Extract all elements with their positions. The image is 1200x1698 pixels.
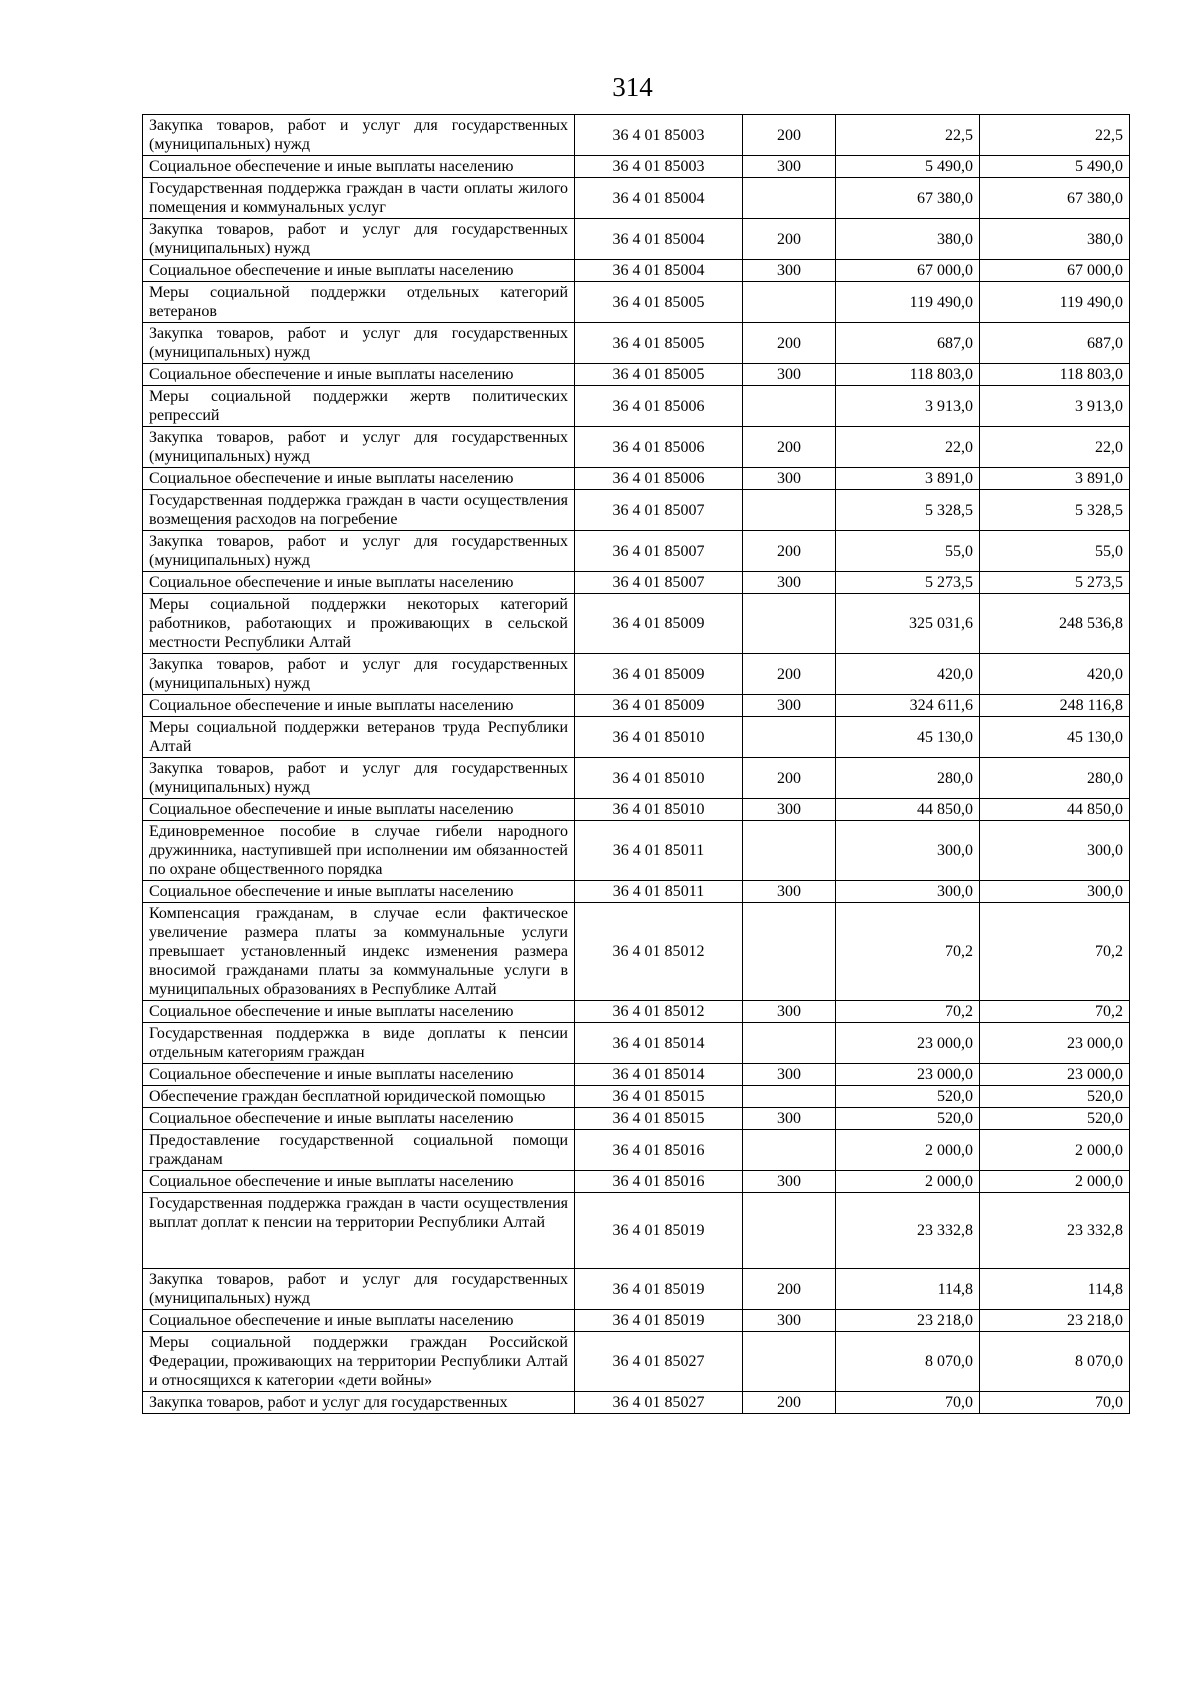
- expense-name-cell: Государственная поддержка граждан в части оплаты жилого помещения и коммунальных услуг: [143, 178, 575, 219]
- amount-year1-cell: 520,0: [836, 1086, 980, 1108]
- amount-year1-cell: 300,0: [836, 881, 980, 903]
- amount-year1-cell: 3 891,0: [836, 468, 980, 490]
- table-row: [143, 1332, 1130, 1392]
- expense-type-cell: [743, 594, 836, 654]
- table-row: [143, 490, 1130, 531]
- expense-type-cell: 200: [743, 1269, 836, 1310]
- expense-name-cell: Социальное обеспечение и иные выплаты населению: [143, 695, 575, 717]
- table-row: [143, 219, 1130, 260]
- expense-type-cell: 300: [743, 799, 836, 821]
- expense-name-cell: Единовременное пособие в случае гибели народного дружинника, наступившей при исполнении им обязанностей по охране общественного порядка: [143, 821, 575, 881]
- amount-year2-cell: 67 380,0: [980, 178, 1130, 219]
- table-row: [143, 1171, 1130, 1193]
- expense-type-cell: [743, 1332, 836, 1392]
- table-row: [143, 115, 1130, 156]
- amount-year2-cell: 45 130,0: [980, 717, 1130, 758]
- amount-year1-cell: 55,0: [836, 531, 980, 572]
- amount-year2-cell: 23 218,0: [980, 1310, 1130, 1332]
- expense-name-cell: Социальное обеспечение и иные выплаты населению: [143, 1064, 575, 1086]
- target-code-cell: 36 4 01 85006: [575, 386, 743, 427]
- target-code-cell: 36 4 01 85004: [575, 178, 743, 219]
- table-row: [143, 717, 1130, 758]
- expense-name-cell: Закупка товаров, работ и услуг для государственных: [143, 1392, 575, 1414]
- table-row: [143, 1023, 1130, 1064]
- expense-name-cell: Меры социальной поддержки жертв политических репрессий: [143, 386, 575, 427]
- expense-type-cell: [743, 178, 836, 219]
- expense-type-cell: [743, 1023, 836, 1064]
- amount-year2-cell: 8 070,0: [980, 1332, 1130, 1392]
- target-code-cell: 36 4 01 85010: [575, 717, 743, 758]
- target-code-cell: 36 4 01 85007: [575, 531, 743, 572]
- target-code-cell: 36 4 01 85010: [575, 758, 743, 799]
- amount-year2-cell: 280,0: [980, 758, 1130, 799]
- amount-year2-cell: 22,0: [980, 427, 1130, 468]
- target-code-cell: 36 4 01 85007: [575, 572, 743, 594]
- amount-year2-cell: 520,0: [980, 1086, 1130, 1108]
- expense-type-cell: [743, 903, 836, 1001]
- expense-name-cell: Государственная поддержка граждан в части осуществления выплат доплат к пенсии на территории Республики Алтай: [143, 1193, 575, 1269]
- target-code-cell: 36 4 01 85014: [575, 1064, 743, 1086]
- target-code-cell: 36 4 01 85015: [575, 1086, 743, 1108]
- expense-name-cell: Закупка товаров, работ и услуг для государственных (муниципальных) нужд: [143, 758, 575, 799]
- table-row: [143, 427, 1130, 468]
- expense-type-cell: 300: [743, 1310, 836, 1332]
- table-row: [143, 881, 1130, 903]
- table-row: [143, 1193, 1130, 1269]
- amount-year2-cell: 380,0: [980, 219, 1130, 260]
- amount-year1-cell: 5 490,0: [836, 156, 980, 178]
- amount-year2-cell: 520,0: [980, 1108, 1130, 1130]
- expense-type-cell: [743, 282, 836, 323]
- target-code-cell: 36 4 01 85003: [575, 115, 743, 156]
- expense-type-cell: 300: [743, 1064, 836, 1086]
- amount-year1-cell: 380,0: [836, 219, 980, 260]
- table-row: [143, 1001, 1130, 1023]
- table-row: [143, 531, 1130, 572]
- expense-name-cell: Социальное обеспечение и иные выплаты населению: [143, 364, 575, 386]
- amount-year2-cell: 420,0: [980, 654, 1130, 695]
- target-code-cell: 36 4 01 85005: [575, 282, 743, 323]
- amount-year2-cell: 5 490,0: [980, 156, 1130, 178]
- expense-type-cell: [743, 717, 836, 758]
- amount-year1-cell: 70,0: [836, 1392, 980, 1414]
- target-code-cell: 36 4 01 85007: [575, 490, 743, 531]
- table-row: [143, 695, 1130, 717]
- expense-type-cell: [743, 1086, 836, 1108]
- amount-year1-cell: 23 332,8: [836, 1193, 980, 1269]
- expense-name-cell: Социальное обеспечение и иные выплаты населению: [143, 1171, 575, 1193]
- expense-name-cell: Социальное обеспечение и иные выплаты населению: [143, 260, 575, 282]
- table-row: [143, 1086, 1130, 1108]
- amount-year2-cell: 2 000,0: [980, 1171, 1130, 1193]
- amount-year2-cell: 5 273,5: [980, 572, 1130, 594]
- amount-year2-cell: 114,8: [980, 1269, 1130, 1310]
- expense-name-cell: Социальное обеспечение и иные выплаты населению: [143, 1001, 575, 1023]
- amount-year2-cell: 119 490,0: [980, 282, 1130, 323]
- amount-year1-cell: 70,2: [836, 1001, 980, 1023]
- expense-name-cell: Социальное обеспечение и иные выплаты населению: [143, 1310, 575, 1332]
- budget-table-body: [143, 115, 1130, 1414]
- table-row: [143, 1108, 1130, 1130]
- amount-year2-cell: 300,0: [980, 881, 1130, 903]
- table-row: [143, 572, 1130, 594]
- amount-year1-cell: 22,0: [836, 427, 980, 468]
- amount-year1-cell: 119 490,0: [836, 282, 980, 323]
- table-row: [143, 323, 1130, 364]
- amount-year1-cell: 2 000,0: [836, 1171, 980, 1193]
- expense-type-cell: [743, 386, 836, 427]
- amount-year1-cell: 23 218,0: [836, 1310, 980, 1332]
- expense-name-cell: Социальное обеспечение и иные выплаты населению: [143, 799, 575, 821]
- expense-type-cell: 200: [743, 1392, 836, 1414]
- target-code-cell: 36 4 01 85027: [575, 1392, 743, 1414]
- amount-year2-cell: 2 000,0: [980, 1130, 1130, 1171]
- expense-name-cell: Закупка товаров, работ и услуг для государственных (муниципальных) нужд: [143, 531, 575, 572]
- amount-year1-cell: 687,0: [836, 323, 980, 364]
- table-row: [143, 1130, 1130, 1171]
- amount-year1-cell: 520,0: [836, 1108, 980, 1130]
- target-code-cell: 36 4 01 85014: [575, 1023, 743, 1064]
- table-row: [143, 1269, 1130, 1310]
- expense-name-cell: Обеспечение граждан бесплатной юридической помощью: [143, 1086, 575, 1108]
- target-code-cell: 36 4 01 85003: [575, 156, 743, 178]
- amount-year2-cell: 44 850,0: [980, 799, 1130, 821]
- table-row: [143, 364, 1130, 386]
- expense-type-cell: [743, 1130, 836, 1171]
- amount-year2-cell: 300,0: [980, 821, 1130, 881]
- expense-type-cell: 300: [743, 1108, 836, 1130]
- target-code-cell: 36 4 01 85009: [575, 695, 743, 717]
- expense-name-cell: Социальное обеспечение и иные выплаты населению: [143, 468, 575, 490]
- amount-year1-cell: 280,0: [836, 758, 980, 799]
- table-row: [143, 654, 1130, 695]
- target-code-cell: 36 4 01 85009: [575, 654, 743, 695]
- expense-type-cell: 300: [743, 468, 836, 490]
- target-code-cell: 36 4 01 85006: [575, 427, 743, 468]
- expense-type-cell: 300: [743, 260, 836, 282]
- amount-year1-cell: 23 000,0: [836, 1023, 980, 1064]
- amount-year1-cell: 22,5: [836, 115, 980, 156]
- expense-name-cell: Государственная поддержка в виде доплаты к пенсии отдельным категориям граждан: [143, 1023, 575, 1064]
- expense-type-cell: 300: [743, 156, 836, 178]
- target-code-cell: 36 4 01 85011: [575, 821, 743, 881]
- amount-year1-cell: 118 803,0: [836, 364, 980, 386]
- expense-type-cell: 200: [743, 115, 836, 156]
- amount-year2-cell: 55,0: [980, 531, 1130, 572]
- amount-year2-cell: 23 000,0: [980, 1064, 1130, 1086]
- amount-year1-cell: 300,0: [836, 821, 980, 881]
- amount-year2-cell: 248 536,8: [980, 594, 1130, 654]
- target-code-cell: 36 4 01 85027: [575, 1332, 743, 1392]
- expense-type-cell: [743, 1193, 836, 1269]
- expense-name-cell: Социальное обеспечение и иные выплаты населению: [143, 156, 575, 178]
- amount-year1-cell: 420,0: [836, 654, 980, 695]
- amount-year2-cell: 3 913,0: [980, 386, 1130, 427]
- target-code-cell: 36 4 01 85004: [575, 260, 743, 282]
- amount-year2-cell: 70,0: [980, 1392, 1130, 1414]
- target-code-cell: 36 4 01 85004: [575, 219, 743, 260]
- table-row: [143, 1392, 1130, 1414]
- amount-year2-cell: 687,0: [980, 323, 1130, 364]
- amount-year1-cell: 45 130,0: [836, 717, 980, 758]
- expense-type-cell: 300: [743, 881, 836, 903]
- expense-type-cell: 300: [743, 1001, 836, 1023]
- expense-type-cell: 200: [743, 654, 836, 695]
- target-code-cell: 36 4 01 85006: [575, 468, 743, 490]
- table-row: [143, 1310, 1130, 1332]
- target-code-cell: 36 4 01 85019: [575, 1310, 743, 1332]
- amount-year2-cell: 70,2: [980, 1001, 1130, 1023]
- expense-name-cell: Государственная поддержка граждан в части осуществления возмещения расходов на погребение: [143, 490, 575, 531]
- expense-name-cell: Закупка товаров, работ и услуг для государственных (муниципальных) нужд: [143, 654, 575, 695]
- amount-year2-cell: 23 000,0: [980, 1023, 1130, 1064]
- expense-name-cell: Закупка товаров, работ и услуг для государственных (муниципальных) нужд: [143, 115, 575, 156]
- amount-year1-cell: 325 031,6: [836, 594, 980, 654]
- target-code-cell: 36 4 01 85012: [575, 903, 743, 1001]
- expense-type-cell: 300: [743, 364, 836, 386]
- amount-year1-cell: 67 000,0: [836, 260, 980, 282]
- target-code-cell: 36 4 01 85016: [575, 1130, 743, 1171]
- table-row: [143, 260, 1130, 282]
- table-row: [143, 156, 1130, 178]
- expense-type-cell: 200: [743, 427, 836, 468]
- table-row: [143, 468, 1130, 490]
- table-row: [143, 1064, 1130, 1086]
- amount-year1-cell: 5 328,5: [836, 490, 980, 531]
- amount-year1-cell: 67 380,0: [836, 178, 980, 219]
- expense-name-cell: Меры социальной поддержки граждан Российской Федерации, проживающих на территории Республики Алтай и относящихся к категории «дети войны»: [143, 1332, 575, 1392]
- amount-year1-cell: 5 273,5: [836, 572, 980, 594]
- target-code-cell: 36 4 01 85010: [575, 799, 743, 821]
- target-code-cell: 36 4 01 85019: [575, 1269, 743, 1310]
- target-code-cell: 36 4 01 85016: [575, 1171, 743, 1193]
- amount-year2-cell: 70,2: [980, 903, 1130, 1001]
- expense-name-cell: Социальное обеспечение и иные выплаты населению: [143, 572, 575, 594]
- expense-name-cell: Закупка товаров, работ и услуг для государственных (муниципальных) нужд: [143, 219, 575, 260]
- expense-name-cell: Меры социальной поддержки отдельных категорий ветеранов: [143, 282, 575, 323]
- expense-type-cell: 300: [743, 1171, 836, 1193]
- table-row: [143, 758, 1130, 799]
- amount-year1-cell: 70,2: [836, 903, 980, 1001]
- page-number: 314: [612, 72, 653, 102]
- target-code-cell: 36 4 01 85005: [575, 364, 743, 386]
- amount-year2-cell: 22,5: [980, 115, 1130, 156]
- target-code-cell: 36 4 01 85015: [575, 1108, 743, 1130]
- expense-name-cell: Компенсация гражданам, в случае если фактическое увеличение размера платы за коммунальные услуги превышает установленный индекс изменения размера вносимой гражданами платы за коммунальные услуги в муниципальных образованиях в Республике Алтай: [143, 903, 575, 1001]
- table-row: [143, 903, 1130, 1001]
- expense-name-cell: Социальное обеспечение и иные выплаты населению: [143, 881, 575, 903]
- amount-year2-cell: 3 891,0: [980, 468, 1130, 490]
- expense-name-cell: Закупка товаров, работ и услуг для государственных (муниципальных) нужд: [143, 323, 575, 364]
- expense-type-cell: 300: [743, 695, 836, 717]
- amount-year1-cell: 324 611,6: [836, 695, 980, 717]
- expense-name-cell: Закупка товаров, работ и услуг для государственных (муниципальных) нужд: [143, 427, 575, 468]
- amount-year1-cell: 23 000,0: [836, 1064, 980, 1086]
- amount-year2-cell: 23 332,8: [980, 1193, 1130, 1269]
- amount-year1-cell: 8 070,0: [836, 1332, 980, 1392]
- expense-type-cell: 200: [743, 758, 836, 799]
- expense-name-cell: Социальное обеспечение и иные выплаты населению: [143, 1108, 575, 1130]
- table-row: [143, 799, 1130, 821]
- expense-type-cell: 200: [743, 323, 836, 364]
- table-row: [143, 594, 1130, 654]
- amount-year1-cell: 3 913,0: [836, 386, 980, 427]
- table-row: [143, 282, 1130, 323]
- table-row: [143, 386, 1130, 427]
- expense-name-cell: Меры социальной поддержки ветеранов труда Республики Алтай: [143, 717, 575, 758]
- amount-year2-cell: 248 116,8: [980, 695, 1130, 717]
- table-row: [143, 178, 1130, 219]
- expense-type-cell: [743, 821, 836, 881]
- target-code-cell: 36 4 01 85009: [575, 594, 743, 654]
- amount-year2-cell: 67 000,0: [980, 260, 1130, 282]
- target-code-cell: 36 4 01 85005: [575, 323, 743, 364]
- expense-name-cell: Меры социальной поддержки некоторых категорий работников, работающих и проживающих в сельской местности Республики Алтай: [143, 594, 575, 654]
- amount-year1-cell: 2 000,0: [836, 1130, 980, 1171]
- expense-name-cell: Закупка товаров, работ и услуг для государственных (муниципальных) нужд: [143, 1269, 575, 1310]
- amount-year2-cell: 5 328,5: [980, 490, 1130, 531]
- table-row: [143, 821, 1130, 881]
- target-code-cell: 36 4 01 85019: [575, 1193, 743, 1269]
- amount-year2-cell: 118 803,0: [980, 364, 1130, 386]
- amount-year1-cell: 44 850,0: [836, 799, 980, 821]
- target-code-cell: 36 4 01 85012: [575, 1001, 743, 1023]
- target-code-cell: 36 4 01 85011: [575, 881, 743, 903]
- expense-name-cell: Предоставление государственной социальной помощи гражданам: [143, 1130, 575, 1171]
- expense-type-cell: 200: [743, 219, 836, 260]
- expense-type-cell: 200: [743, 531, 836, 572]
- amount-year1-cell: 114,8: [836, 1269, 980, 1310]
- expense-type-cell: 300: [743, 572, 836, 594]
- budget-table: [142, 114, 1130, 1414]
- expense-type-cell: [743, 490, 836, 531]
